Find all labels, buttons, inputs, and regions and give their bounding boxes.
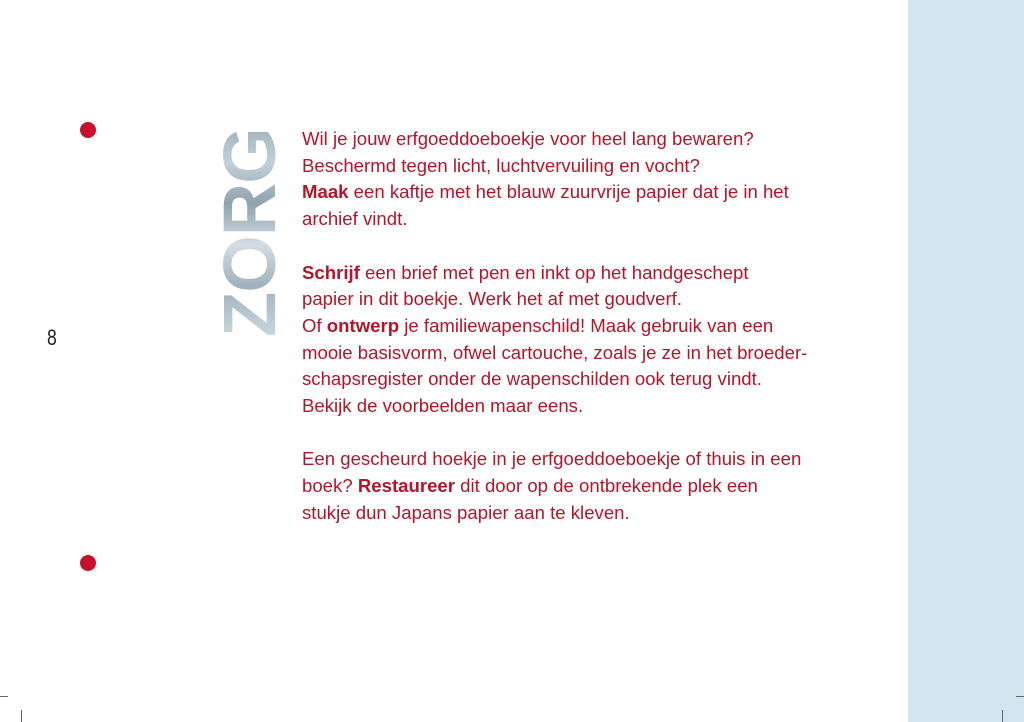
text-line: Beschermd tegen licht, luchtvervuiling en vocht?: [302, 154, 700, 176]
text-line: stukje dun Japans papier aan te kleven.: [302, 501, 630, 523]
bold-verb: ontwerp: [326, 314, 400, 336]
text-line: een brief met pen en inkt op het handgeschept: [359, 261, 749, 283]
text-line: je familiewapenschild! Maak gebruik van een: [399, 314, 774, 336]
bold-verb: Maak: [302, 181, 349, 203]
bold-verb: Restaureer: [357, 475, 455, 497]
punch-hole-bottom: [80, 555, 96, 571]
page-number: 8: [47, 325, 57, 350]
text-line: Bekijk de voorbeelden maar eens.: [302, 395, 584, 417]
text-line: papier in dit boekje. Werk het af met goudverf.: [302, 288, 683, 310]
text-line: schapsregister onder de wapenschilden ook terug vindt.: [302, 368, 762, 390]
text-line: archief vindt.: [302, 208, 408, 230]
page-title: ZORG: [208, 127, 291, 337]
text-line: dit door op de ontbrekende plek een: [454, 475, 758, 497]
text-line: Een gescheurd hoekje in je erfgoeddoeboekje of thuis in een: [302, 448, 802, 470]
paragraph-1: [302, 126, 882, 233]
paragraph-2: [302, 260, 882, 420]
crop-mark: [1002, 710, 1003, 722]
text-line: boek?: [302, 475, 358, 497]
body-text: [302, 126, 882, 527]
text-line: een kaftje met het blauw zuurvrije papier dat je in het: [348, 181, 789, 203]
punch-hole-top: [80, 122, 96, 138]
text-line: Of: [302, 314, 327, 336]
paragraph-3: [302, 446, 882, 526]
text-line: mooie basisvorm, ofwel cartouche, zoals je ze in het broeder-: [302, 341, 808, 363]
side-panel: [908, 0, 1024, 722]
text-line: Wil je jouw erfgoeddoeboekje voor heel lang bewaren?: [302, 128, 754, 149]
crop-mark: [0, 696, 8, 697]
crop-mark: [1016, 696, 1024, 697]
bold-verb: Schrijf: [302, 261, 360, 283]
title-container: [208, 127, 291, 337]
crop-mark: [21, 710, 22, 722]
